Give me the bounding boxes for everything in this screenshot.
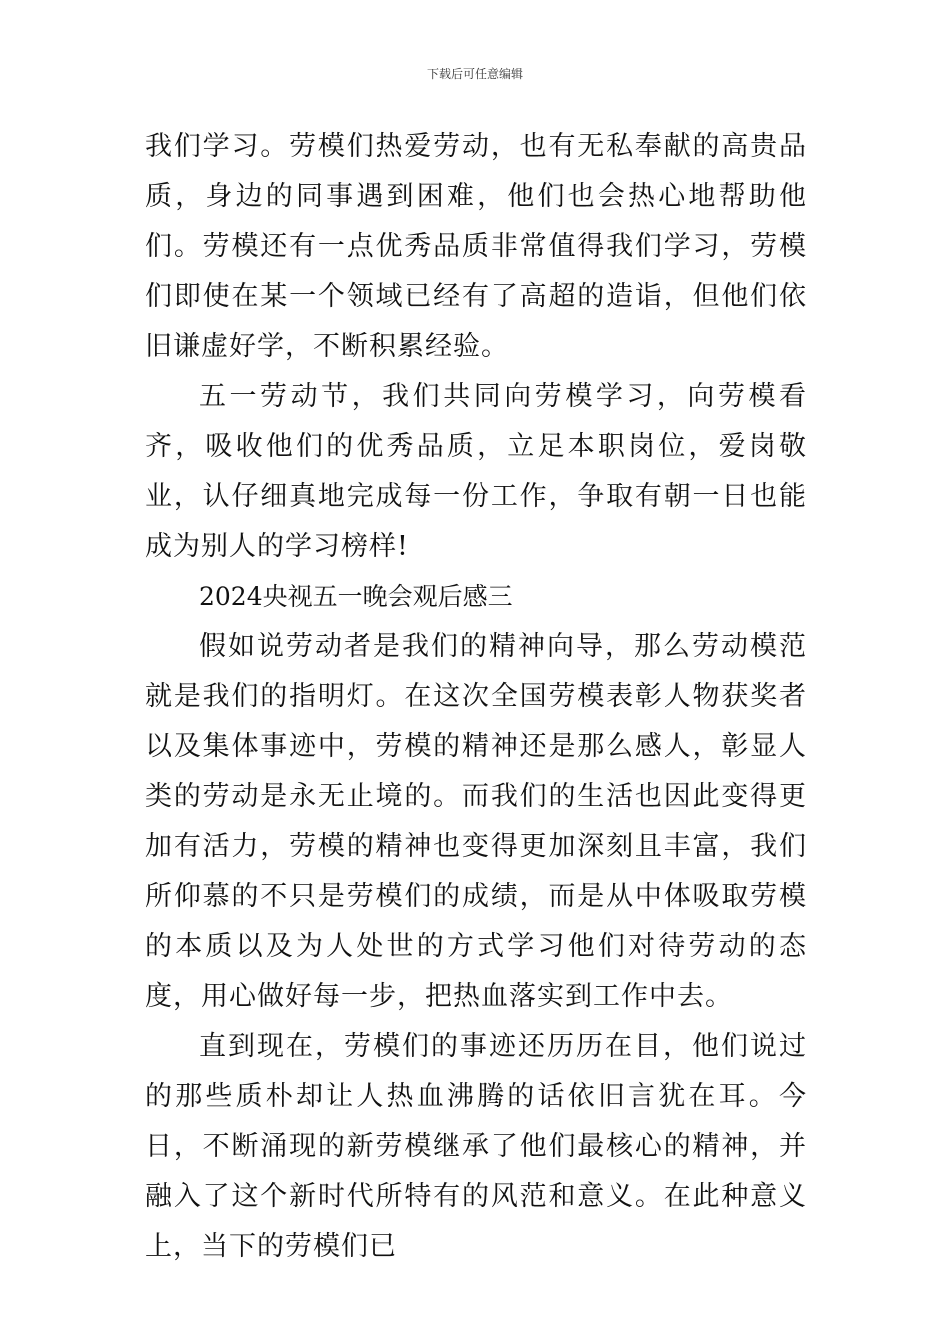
document-body: [145, 122, 807, 1272]
paragraph-may-day: 五一劳动节，我们共同向劳模学习，向劳模看齐，吸收他们的优秀品质，立足本职岗位，爱岗敬业，认仔细真地完成每一份工作，争取有朝一日也能成为别人的学习榜样!: [145, 381, 807, 562]
paragraph-new-role-models: 直到现在，劳模们的事迹还历历在目，他们说过的那些质朴却让人热血沸腾的话依旧言犹在耳。今日，不断涌现的新劳模继承了他们最核心的精神，并融入了这个新时代所特有的风范和意义。在此种意义上，当下的劳模们已: [145, 1031, 807, 1262]
page-header-note: 下载后可任意编辑: [426, 67, 523, 81]
section-heading: 2024央视五一晚会观后感三: [199, 582, 513, 611]
paragraph-continued: 我们学习。劳模们热爱劳动，也有无私奉献的高贵品质，身边的同事遇到困难，他们也会热心地帮助他们。劳模还有一点优秀品质非常值得我们学习，劳模们即使在某一个领域已经有了高超的造诣，但他们依旧谦虚好学，不断积累经验。: [145, 131, 807, 362]
paragraph-role-model-guide: 假如说劳动者是我们的精神向导，那么劳动模范就是我们的指明灯。在这次全国劳模表彰人物获奖者以及集体事迹中，劳模的精神还是那么感人，彰显人类的劳动是永无止境的。而我们的生活也因此变得更加有活力，劳模的精神也变得更加深刻且丰富，我们所仰慕的不只是劳模们的成绩，而是从中体吸取劳模的本质以及为人处世的方式学习他们对待劳动的态度，用心做好每一步，把热血落实到工作中去。: [145, 631, 807, 1012]
